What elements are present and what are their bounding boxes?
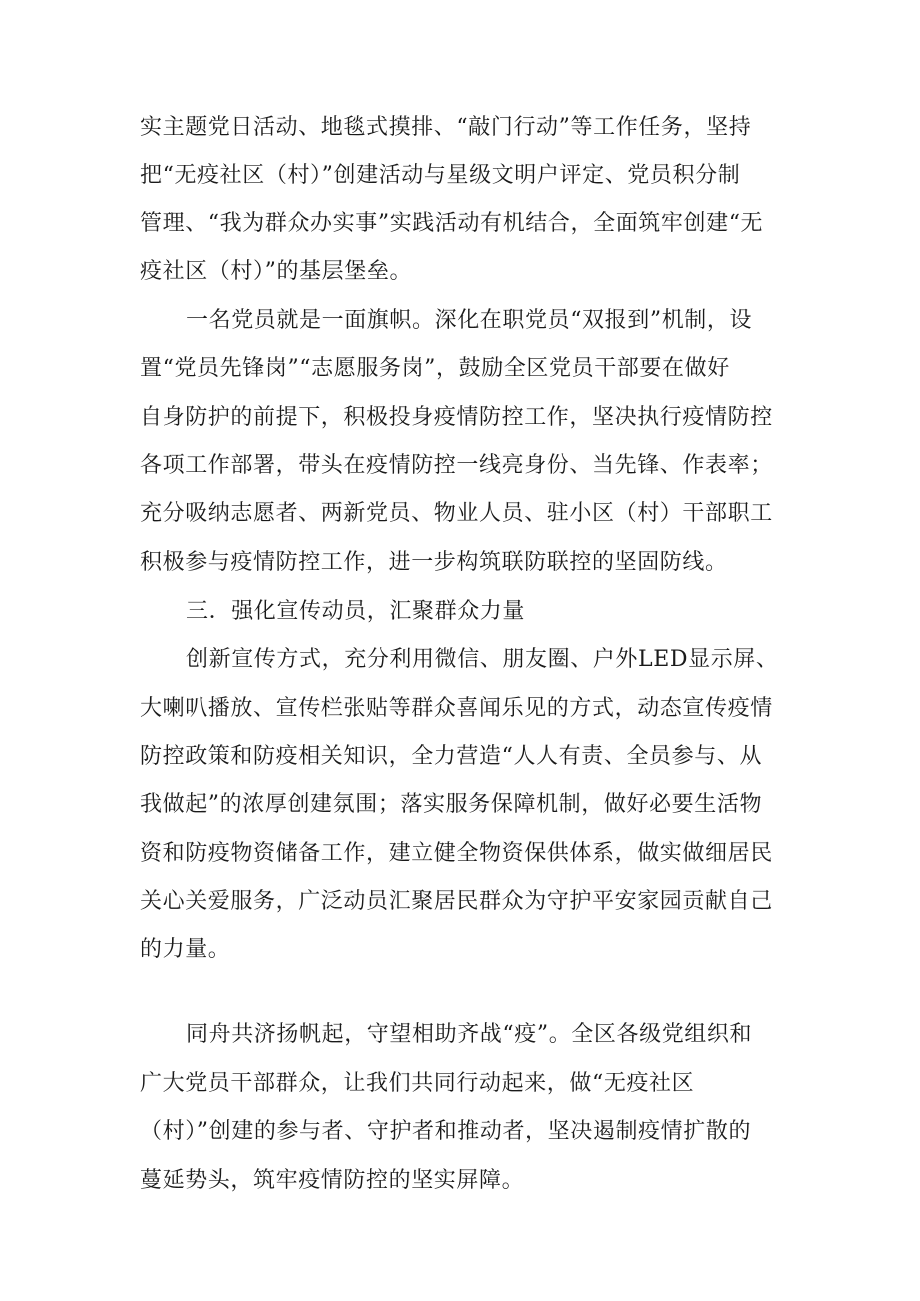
text-line: 一名党员就是一面旗帜。深化在职党员“双报到”机制，设 — [186, 308, 753, 333]
text-line: 自身防护的前提下，积极投身疫情防控工作，坚决执行疫情防控 — [140, 405, 773, 430]
text-line: 我做起”的浓厚创建氛围；落实服务保障机制，做好必要生活物 — [140, 792, 763, 817]
text-line: 关心关爱服务，广泛动员汇聚居民群众为守护平安家园贡献自己 — [140, 889, 773, 914]
text-line: 的力量。 — [140, 937, 231, 962]
section-heading: 三．强化宣传动员，汇聚群众力量 — [186, 599, 526, 624]
text-line: 实主题党日活动、地毯式摸排、“敲门行动”等工作任务，坚持 — [140, 115, 752, 140]
text-line: 疫社区（村）”的基层堡垒。 — [140, 259, 413, 284]
text-line: 资和防疫物资储备工作，建立健全物资保供体系，做实做细居民 — [140, 841, 773, 866]
text-line: 广大党员干部群众，让我们共同行动起来，做“无疫社区 — [140, 1071, 695, 1096]
text-line: 积极参与疫情防控工作，进一步构筑联防联控的坚固防线。 — [140, 550, 728, 575]
text-line: 充分吸纳志愿者、两新党员、物业人员、驻小区（村）干部职工 — [140, 501, 773, 526]
text-line: 同舟共济扬帆起，守望相助齐战“疫”。全区各级党组织和 — [186, 1022, 753, 1047]
text-line: 把“无疫社区（村）”创建活动与星级文明户评定、党员积分制 — [140, 163, 741, 188]
text-line: 大喇叭播放、宣传栏张贴等群众喜闻乐见的方式，动态宣传疫情 — [140, 696, 773, 721]
text-line: 蔓延势头，筑牢疫情防控的坚实屏障。 — [140, 1168, 525, 1193]
text-line: 创新宣传方式，充分利用微信、朋友圈、户外LED显示屏、 — [186, 647, 779, 672]
text-line: 管理、“我为群众办实事”实践活动有机结合，全面筑牢创建“无 — [140, 211, 764, 236]
text-line: 各项工作部署，带头在疫情防控一线亮身份、当先锋、作表率； — [140, 453, 773, 478]
text-line: （村）”创建的参与者、守护者和推动者，坚决遏制疫情扩散的 — [140, 1119, 752, 1144]
text-line: 防控政策和防疫相关知识，全力营造“人人有责、全员参与、从 — [140, 744, 763, 769]
text-line: 置“党员先锋岗”“志愿服务岗”，鼓励全区党员干部要在做好 — [140, 356, 730, 381]
